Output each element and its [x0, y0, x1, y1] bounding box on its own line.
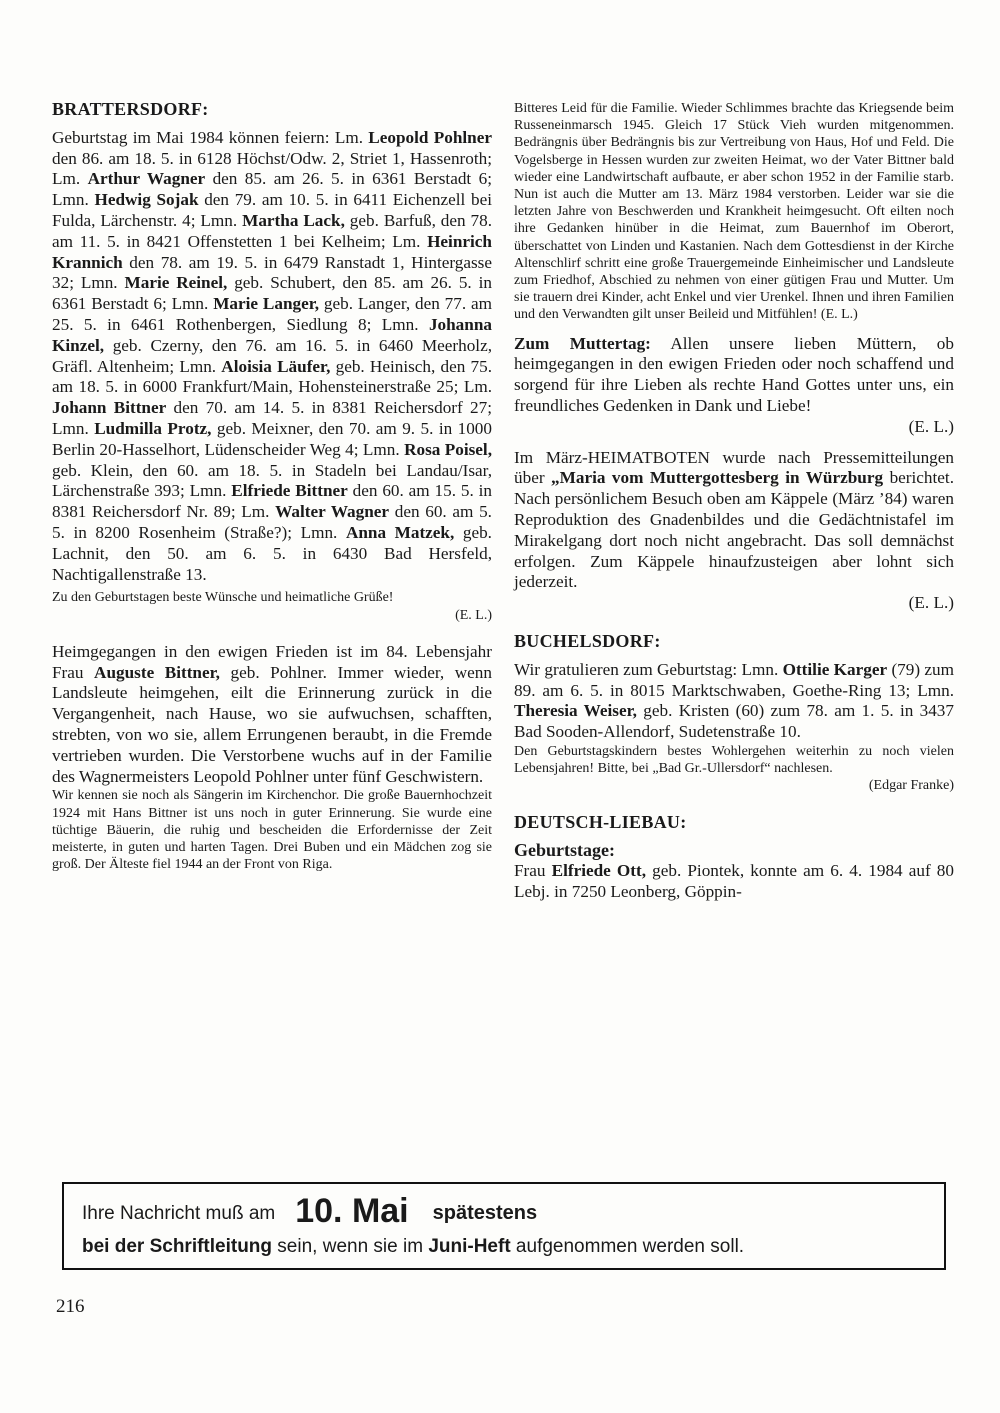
notice-part2: spätestens	[432, 1202, 538, 1224]
wishes-text: Zu den Geburtstagen beste Wünsche und heimatliche Grüße!	[52, 590, 394, 606]
text-run: geb. Langer, den 77. am 25. 5. in 6461 Rothenbergen, Siedlung 8; Lmn.	[52, 294, 493, 334]
notice-bold2: Juni-Heft	[428, 1236, 511, 1257]
bold-name: Hedwig Sojak	[94, 190, 199, 210]
text-run: geb. Pohlner. Immer wieder, wenn Landsleute heimgehen, eilt die Erinnerung zurück in die Vergangenheit, nach Hause, wo sie aufwuchsen, schafften, strebten, von wo sie, allem Errungenen beraubt, in die Fremde vertrieben wurden. Die Verstorbene wuchs auf in der Familie des Wagnermeisters Leopold Pohlner unter fünf Geschwistern.	[52, 662, 492, 786]
text-run: (79) zum 89. am 6. 5. in 8015 Marktschwaben, Goethe-Ring 13; Lmn.	[514, 659, 954, 700]
muttertag-signature: (E. L.)	[908, 416, 954, 436]
bold-name: Elfriede Bittner	[231, 481, 348, 501]
bold-name: Marie Reinel,	[124, 273, 228, 293]
muttertag-text: Allen unsere lieben Müttern, ob heimgegangen in den ewigen Frieden oder noch schaffend und sorgend für ihre Lieben als rechte Hand Gottes unter uns, ein freundliches Gedenken in Dank und Liebe!	[514, 333, 954, 416]
text-run: den 78. am 19. 5. in 6479 Ranstadt 1, Hintergasse 32; Lmn.	[52, 252, 492, 293]
text-run: den 86. am 18. 5. in 6128 Höchst/Odw. 2, Striet 1, Hassenroth; Lm.	[52, 148, 492, 189]
heimatbote-signature: (E. L.)	[908, 593, 954, 613]
text-run: geb. Meixner, den 70. am 9. 5. in 1000 Berlin 20-Hasselhort, Lüdenscheider Weg 4; Lmn.	[52, 418, 492, 459]
text-run: geb. Lachnit, den 50. am 6. 5. in 6430 Bad Hersfeld, Nachtigallenstraße 13.	[52, 522, 492, 584]
bold-name: Auguste Bittner,	[94, 662, 220, 682]
bold-name: Johanna Kinzel,	[52, 314, 492, 355]
text-run: den 79. am 10. 5. in 6411 Eichenzell bei Fulda, Lärchenstr. 4; Lmn.	[52, 190, 492, 230]
notice-part1: Ihre Nachricht muß am	[82, 1203, 276, 1224]
brattersdorf-heading: BRATTERSDORF:	[52, 99, 209, 119]
buchelsdorf-text	[514, 660, 954, 743]
bold-name: Rosa Poisel,	[404, 439, 492, 459]
text-run: geb. Kristen (60) zum 78. am 1. 5. in 3437 Bad Sooden-Allendorf, Sudetenstraße 10.	[514, 701, 954, 742]
notice-date: 10. Mai	[295, 1192, 409, 1230]
text-run: Heimgegangen in den ewigen Frieden ist im 84. Lebensjahr Frau	[52, 641, 492, 682]
bold-name: Ludmilla Protz,	[94, 418, 212, 438]
text-run: den 60. am 15. 5. in 8381 Reichersdorf Nr. 89; Lm.	[52, 481, 492, 522]
geburtstage-heading: Geburtstage:	[514, 840, 615, 861]
notice-bold1: bei der Schriftleitung	[82, 1236, 273, 1257]
text-run: Im März-HEIMATBOTEN wurde nach Pressemitteilungen über	[514, 447, 954, 488]
text-run: den 85. am 26. 5. in 6361 Berstadt 6; Lmn.	[52, 169, 492, 210]
buchelsdorf-small-text: Den Geburtstagskindern bestes Wohlergehen weiterhin zu noch vielen Lebensjahren! Bitte, bei „Bad Gr.-Ullersdorf“ nachlesen.	[514, 743, 954, 777]
text-run: berichtet. Nach persönlichem Besuch oben am Käppele (März ’84) waren Reproduktion des Gnadenbildes und die Gedächtnistafel im Mirakelgang dort noch nicht angebracht. Das soll demnächst erfolgen. Zum Käppele hinaufzusteigen aber lohnt sich jederzeit.	[514, 468, 954, 592]
right-column	[514, 100, 954, 903]
obituary-text	[52, 642, 492, 788]
heimatbote-paragraph	[514, 448, 954, 614]
bold-name: Anna Matzek,	[345, 522, 455, 542]
buchelsdorf-small	[514, 743, 954, 795]
birthday-wishes	[52, 589, 492, 623]
deutschliebau-heading: DEUTSCH-LIEBAU:	[514, 811, 687, 832]
text-run: Wir gratulieren zum Geburtstag: Lmn.	[514, 659, 783, 679]
text-run: Geburtstag im Mai 1984 können feiern: Lm.	[52, 127, 369, 147]
heimatbote-text	[514, 448, 954, 592]
notice-part4: aufgenommen werden soll.	[510, 1236, 745, 1257]
bold-name: Arthur Wagner	[87, 169, 206, 189]
muttertag-label: Zum Muttertag:	[514, 333, 651, 353]
obituary-continuation: Bitteres Leid für die Familie. Wieder Schlimmes brachte das Kriegsende beim Russeneinmarsch 1945. Gleich 17 Stück Vieh wurden mitgenommen. Bedrängnis über Bedrängnis bis zur Vertreibung von Haus, Hof und Feld. Die Vogelsberge in Hessen wurden zur zweiten Heimat, wo der Vater Bittner bald wieder eine Landwirtschaft aufbaute, er aber schon 1952 in der Familie starb. Nun ist auch die Mutter am 13. März 1984 verstorben. Leider war sie die letzten Jahre von Beschwerden und Krankheit heimgesucht. Oft eilten noch ihre Gedanken hinüber in die Heimat, zum Bauernhof im Oberort, überschattet von Linden und Kastanien. Nach dem Gottesdienst in der Kirche Altenschlirf schritt eine große Trauergemeinde Einheimischer und Landsleute zum Friedhof, Abschied zu nehmen von einer gütigen Frau und Mutter. Um sie trauern drei Kinder, acht Enkel und vier Urenkel. Ihnen und ihren Familien und den Verwandten gilt unser Beileid und Mitfühlen! (E. L.)	[514, 101, 954, 323]
bold-name: Marie Langer,	[213, 294, 320, 314]
bold-name: Martha Lack,	[242, 210, 345, 230]
bold-name: Heinrich Krannich	[52, 231, 492, 272]
obituary-small-text: Wir kennen sie noch als Sängerin im Kirchenchor. Die große Bauernhochzeit 1924 mit Hans Bittner ist uns noch in guter Erinnerung. Sie wurde eine tüchtige Bäuerin, die ruhig und bescheiden die Erfordernisse der Zeit meisterte, in guten und harten Tagen. Drei Buben und ein Mädchen zog sie groß. Der Älteste fiel 1944 an der Front von Riga.	[52, 788, 492, 873]
bold-name: Aloisia Läufer,	[221, 356, 331, 376]
text-run: geb. Czerny, den 76. am 16. 5. in 6460 Meerholz, Gräfl. Altenheim; Lmn.	[52, 335, 492, 376]
text-run: geb. Barfuß, den 78. am 11. 5. in 8421 Offenstetten 1 bei Kelheim; Lm.	[52, 210, 493, 251]
text-run: Frau	[514, 861, 552, 881]
buchelsdorf-heading: BUCHELSDORF:	[514, 631, 661, 651]
geburtstage-text	[514, 861, 954, 903]
deadline-notice-box	[62, 1182, 946, 1270]
brattersdorf-birthdays	[52, 128, 492, 586]
bold-name: Theresia Weiser,	[514, 701, 637, 721]
bold-name: Walter Wagner	[275, 502, 390, 522]
text-run: den 70. am 14. 5. in 8381 Reichersdorf 27; Lmn.	[52, 398, 492, 438]
text-run: geb. Klein, den 60. am 18. 5. in Stadeln bei Landau/Isar, Lärchenstraße 393; Lmn.	[52, 460, 492, 501]
bold-name: „Maria vom Muttergottesberg in Würzburg	[551, 468, 884, 488]
bold-name: Leopold Pohlner	[368, 127, 492, 147]
buchelsdorf-signature: (Edgar Franke)	[868, 778, 954, 794]
text-run: geb. Heinisch, den 75. am 18. 5. in 6000 Frankfurt/Main, Hohensteinerstraße 25; Lm.	[52, 356, 492, 397]
text-run: den 60. am 5. 5. in 8200 Rosenheim (Straße?); Lmn.	[52, 502, 492, 542]
notice-line-2	[82, 1233, 926, 1261]
muttertag-paragraph	[514, 334, 954, 438]
bold-name: Johann Bittner	[52, 398, 167, 418]
left-column	[52, 100, 492, 873]
page-number: 216	[56, 1296, 85, 1317]
notice-line-1	[82, 1194, 926, 1231]
text-run: geb. Piontek, konnte am 6. 4. 1984 auf 80 Lebj. in 7250 Leonberg, Göppin-	[514, 861, 954, 901]
bold-name: Elfriede Ott,	[551, 861, 647, 881]
notice-part3: sein, wenn sie im	[272, 1236, 429, 1257]
text-run: geb. Schubert, den 85. am 26. 5. in 6361 Berstadt 6; Lmn.	[52, 273, 492, 314]
bold-name: Ottilie Karger	[782, 659, 888, 679]
wishes-signature: (E. L.)	[455, 607, 492, 623]
